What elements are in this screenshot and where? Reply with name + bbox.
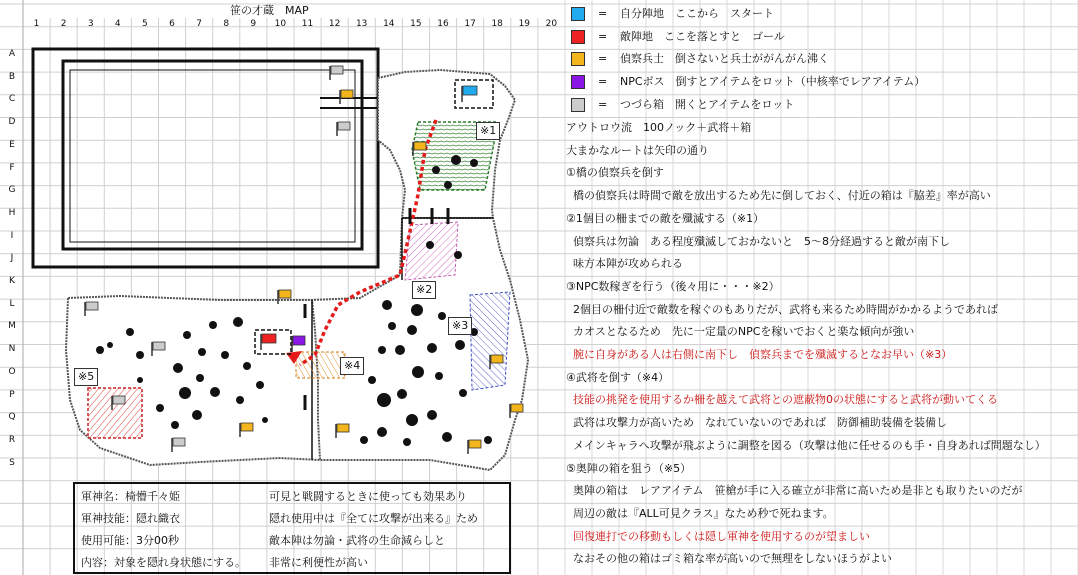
row-letter: S: [9, 457, 15, 468]
enemy-dot: [171, 421, 179, 429]
enemy-dot: [438, 312, 446, 320]
note-line: 周辺の敵は『ALL可見クラス』なため秒で死ねます。: [573, 506, 834, 520]
note-line: ④武将を倒す（※4）: [566, 370, 670, 384]
row-letter: I: [10, 230, 14, 241]
note-line: アウトロウ流 100ノック＋武将＋箱: [566, 121, 752, 134]
legend-equals: =: [598, 7, 608, 20]
legend-label: つづら箱 開くとアイテムをロット: [620, 97, 795, 111]
column-number: 11: [301, 19, 314, 29]
enemy-dot: [196, 374, 204, 382]
legend-label: 敵陣地 ここを落とすと ゴール: [620, 29, 785, 43]
enemy-dot: [388, 322, 396, 330]
note-line: 回復連打での移動もしくは隠し軍神を使用するのが望ましい: [573, 529, 870, 543]
map-title: 笹の才蔵 MAP: [230, 4, 309, 17]
enemy-dot: [406, 414, 418, 426]
note-line: ⑤奥陣の箱を狙う（※5）: [566, 461, 692, 475]
legend-swatch-icon: [571, 7, 585, 21]
row-letter: R: [8, 434, 16, 445]
column-number: 20: [545, 19, 558, 29]
legend-equals: =: [598, 52, 608, 66]
info-value: 隠れ使用中は『全てに攻撃が出来る』ため: [269, 512, 478, 525]
enemy-dot: [407, 325, 417, 335]
legend-swatch-icon: [571, 98, 585, 112]
column-number: 16: [437, 19, 449, 29]
enemy-dot: [156, 404, 164, 412]
enemy-dot: [435, 372, 443, 380]
enemy-dot: [96, 346, 104, 354]
info-value: 非常に利便性が高い: [269, 556, 368, 569]
enemy-dot: [403, 438, 411, 446]
row-letter: C: [8, 94, 16, 105]
zone-3-area: [470, 292, 510, 390]
zone-5-area: [88, 388, 142, 438]
column-number: 5: [142, 19, 148, 29]
legend-swatch-icon: [571, 52, 585, 66]
legend-swatch-icon: [571, 75, 585, 89]
enemy-dot: [173, 363, 183, 373]
row-letter: F: [9, 162, 15, 173]
enemy-dot: [427, 410, 437, 420]
enemy-dot: [368, 376, 376, 384]
column-number: 13: [355, 19, 368, 29]
row-letter: B: [8, 71, 16, 82]
enemy-dot: [136, 351, 144, 359]
row-letter: A: [8, 49, 16, 59]
row-letter: D: [8, 117, 16, 128]
legend-label: 自分陣地 ここから スタート: [620, 7, 774, 20]
zone-1-label: ※1: [476, 122, 500, 140]
note-line: メインキャラへ攻撃が飛ぶように調整を図る（攻撃は他に任せるのも手・自身あれば問題なし）: [573, 438, 1046, 452]
note-line: ②1個目の柵までの敵を殲滅する（※1）: [566, 211, 765, 225]
enemy-dot: [411, 304, 423, 316]
column-number: 7: [196, 19, 202, 29]
enemy-dot: [107, 342, 113, 348]
zone-2-area: [405, 222, 458, 280]
enemy-dot: [451, 155, 461, 165]
enemy-dot: [233, 317, 243, 327]
enemy-dot: [179, 387, 191, 399]
enemy-dot: [360, 436, 368, 444]
outer-wall-structure: [33, 49, 378, 267]
enemy-dot: [459, 389, 467, 397]
legend-label: NPCボス 倒すとアイテムをロット（中核率でレアアイテム）: [620, 75, 926, 89]
enemy-dot: [378, 346, 386, 354]
enemy-dot: [243, 362, 251, 370]
column-number: 15: [410, 19, 422, 29]
info-label: 内容：対象を隠れ身状態にする。: [81, 556, 246, 569]
note-line: 味方本陣が攻められる: [573, 257, 683, 271]
info-label: 使用可能：3分00秒: [81, 534, 179, 547]
enemy-dot: [426, 241, 434, 249]
note-line: 橋の偵察兵は時間で敵を放出するため先に倒しておく、付近の箱は『脇差』率が高い: [573, 189, 991, 203]
enemy-dot: [454, 251, 462, 259]
enemy-dot: [412, 366, 424, 378]
info-label: 軍神技能：隠れ織衣: [81, 512, 180, 525]
row-letter: L: [9, 298, 15, 309]
column-number: 2: [60, 19, 67, 29]
enemy-dot: [256, 381, 264, 389]
enemy-dot: [198, 348, 206, 356]
note-line: 偵察兵は勿論 ある程度殲滅しておかないと 5～8分経過すると敵が南下し: [573, 234, 950, 248]
note-line: ①橋の偵察兵を倒す: [566, 166, 664, 180]
info-value: 敵本陣は勿論・武将の生命減らしと: [269, 534, 445, 547]
row-letter: O: [8, 366, 16, 377]
column-number: 14: [383, 19, 395, 29]
note-line: 技能の挑発を使用するか柵を越えて武将との遮蔽物0の状態にすると武将が動いてくる: [573, 393, 998, 407]
info-table: [73, 482, 511, 574]
legend-equals: =: [598, 29, 608, 43]
note-line: 2個目の柵付近で敵数を稼ぐのもありだが、武将も来るため時間がかかるようであれば: [573, 302, 998, 316]
enemy-dot: [377, 393, 391, 407]
legend-equals: =: [598, 97, 608, 111]
row-letter: E: [9, 139, 15, 150]
legend-label: 偵察兵士 倒さないと兵士ががんがん沸く: [620, 52, 829, 66]
column-number: 18: [491, 19, 503, 29]
enemy-dot: [236, 396, 244, 404]
column-number: 10: [274, 19, 287, 29]
enemy-dot: [427, 343, 437, 353]
column-number: 9: [250, 19, 257, 29]
row-letter: G: [8, 185, 16, 196]
row-letter: Q: [8, 412, 16, 423]
zone-3-label: ※3: [448, 317, 472, 335]
row-letter: H: [8, 207, 16, 218]
enemy-dot: [262, 417, 268, 423]
column-number: 1: [33, 19, 40, 29]
column-number: 17: [464, 19, 476, 29]
zone-4-label: ※4: [340, 357, 364, 375]
column-number: 3: [87, 19, 94, 29]
zone-2-label: ※2: [412, 281, 436, 299]
row-letter: K: [9, 276, 15, 286]
info-value: 可見と戦闘するときに使っても効果あり: [269, 490, 467, 503]
enemy-dot: [377, 427, 387, 437]
column-number: 12: [328, 19, 341, 29]
legend-swatch-icon: [571, 30, 585, 44]
zone-5-label: ※5: [74, 368, 98, 386]
enemy-dot: [183, 331, 191, 339]
enemy-dot: [444, 181, 452, 189]
enemy-dot: [397, 389, 407, 399]
enemy-dot: [126, 328, 134, 336]
row-letter: M: [8, 321, 16, 332]
note-line: カオスとなるため 先に一定量のNPCを稼いでおくと楽な傾向が強い: [573, 325, 915, 339]
row-letter: J: [10, 253, 14, 264]
column-number: 8: [223, 19, 230, 29]
enemy-dot: [221, 351, 229, 359]
note-line: 大まかなルートは矢印の通り: [566, 143, 709, 157]
note-line: 奥陣の箱は レアアイテム 笹槍が手に入る確立が非常に高いため是非とも取りたいのだが: [573, 484, 1023, 498]
legend-equals: =: [598, 75, 608, 89]
southwest-area: [66, 296, 320, 465]
zone-4-area: [296, 352, 345, 378]
note-line: 腕に自身がある人は右側に南下し 偵察兵までを殲滅するとなお早い（※3）: [573, 348, 953, 361]
column-number: 6: [169, 19, 175, 29]
enemy-dot: [192, 410, 202, 420]
column-number: 19: [518, 19, 531, 29]
note-line: 武将は攻撃力が高いため なれていないのであれば 防御補助装備を装備し: [573, 416, 947, 430]
enemy-dot: [442, 432, 452, 442]
enemy-dot: [395, 345, 405, 355]
note-line: なおその他の箱はゴミ箱な率が高いので無理をしないほうがよい: [573, 552, 892, 566]
enemy-dot: [210, 387, 220, 397]
enemy-dot: [470, 159, 478, 167]
enemy-dot: [455, 340, 465, 350]
column-number: 4: [114, 19, 121, 29]
enemy-dot: [382, 300, 392, 310]
row-letter: P: [9, 389, 15, 400]
note-line: ③NPC数稼ぎを行う（後々用に・・・※2）: [566, 279, 780, 293]
enemy-dot: [432, 166, 440, 174]
enemy-dot: [484, 436, 492, 444]
row-letter: N: [8, 344, 16, 355]
enemy-dot: [137, 377, 143, 383]
enemy-dot: [209, 321, 217, 329]
info-label: 軍神名：椅懵千々姫: [81, 490, 180, 503]
